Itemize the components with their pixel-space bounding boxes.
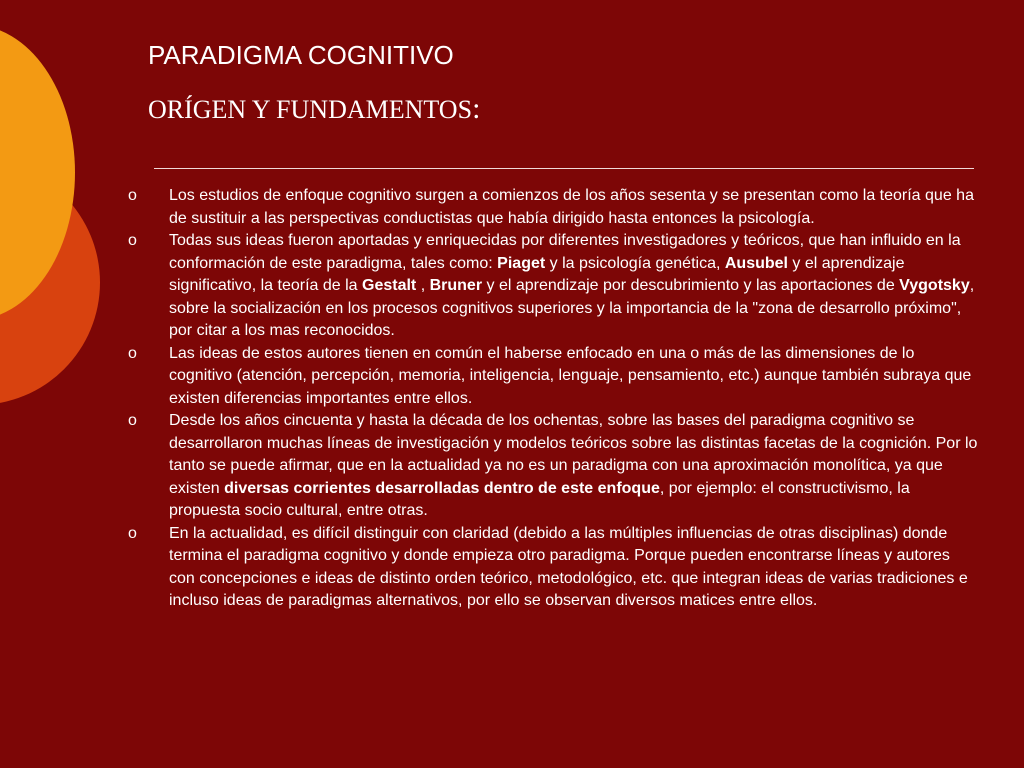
paragraph-text: ,: [416, 277, 430, 294]
bullet-icon: o: [128, 524, 137, 542]
author-name-vygotsky: Vygotsky: [899, 277, 970, 294]
title-divider: [154, 168, 974, 169]
list-item: [128, 410, 978, 523]
paragraph-text: y la psicología genética,: [545, 254, 725, 272]
emphasis-text: diversas corrientes desarrolladas dentro de este enfoque: [224, 479, 660, 497]
slide-subtitle: [148, 92, 480, 126]
author-name-piaget: Piaget: [497, 254, 546, 272]
bullet-icon: o: [128, 412, 137, 429]
subtitle-colon: :: [472, 92, 481, 125]
author-name-bruner: Bruner: [429, 277, 483, 294]
list-item: [128, 230, 978, 343]
paragraph-text: Todas sus ideas fueron aportadas y enriquecidas por diferentes investigadores y teóricos, que han influido en la conformación de este paradigma, tales como:: [169, 232, 961, 272]
paragraph-text: y el aprendizaje por descubrimiento y las aportaciones de: [482, 277, 900, 294]
list-item: [128, 185, 978, 230]
bullet-icon: o: [128, 232, 137, 249]
slide-title: PARADIGMA COGNITIVO: [148, 40, 454, 70]
paragraph-text: En la actualidad, es difícil distinguir con claridad (debido a las múltiples influencias de otras disciplinas) donde termina el paradigma cognitivo y donde empieza otro paradigma. Porque pueden encontrarse líneas y autores con concepciones e ideas de distinto orden teórico, metodológico, etc. que integran ideas de varias tradiciones e incluso ideas de paradigmas alternativos, por ello se observan diversos matices entre ellos.: [169, 524, 968, 609]
bullet-list: [128, 185, 978, 613]
bullet-icon: o: [128, 344, 137, 362]
subtitle-text: ORÍGEN Y FUNDAMENTOS: [148, 95, 473, 124]
paragraph-text: Las ideas de estos autores tienen en común el haberse enfocado en una o más de las dimensiones de lo cognitivo (atención, percepción, memoria, inteligencia, lenguaje, pensamiento, etc.) aunque también subraya que existen diferencias importantes entre ellos.: [169, 344, 972, 407]
list-item: [128, 343, 978, 411]
list-item: [128, 523, 978, 613]
author-name-gestalt: Gestalt: [362, 277, 417, 294]
paragraph-text: y el aprendizaje significativo, la teoría de la: [169, 254, 905, 294]
paragraph-text: Los estudios de enfoque cognitivo surgen a comienzos de los años sesenta y se presentan como la teoría que ha de sustituir a las perspectivas conductistas que había dirigido hasta entonces la psicología.: [169, 187, 974, 227]
paragraph-text: Desde los años cincuenta y hasta la década de los ochentas, sobre las bases del paradigma cognitivo se desarrollaron muchas líneas de investigación y modelos teóricos sobre las distintas facetas de la cognición. Por lo tanto se puede afirmar, que en la actualidad ya no es un paradigma con una aproximación monolítica, ya que existen: [169, 412, 978, 497]
paragraph-text: , sobre la socialización en los procesos cognitivos superiores y la importancia de la "zona de desarrollo próximo", por citar a los mas reconocidos.: [169, 277, 975, 339]
author-name-ausubel: Ausubel: [724, 254, 788, 272]
bullet-icon: o: [128, 187, 137, 204]
paragraph-text: , por ejemplo: el constructivismo, la propuesta socio cultural, entre otras.: [169, 479, 910, 519]
